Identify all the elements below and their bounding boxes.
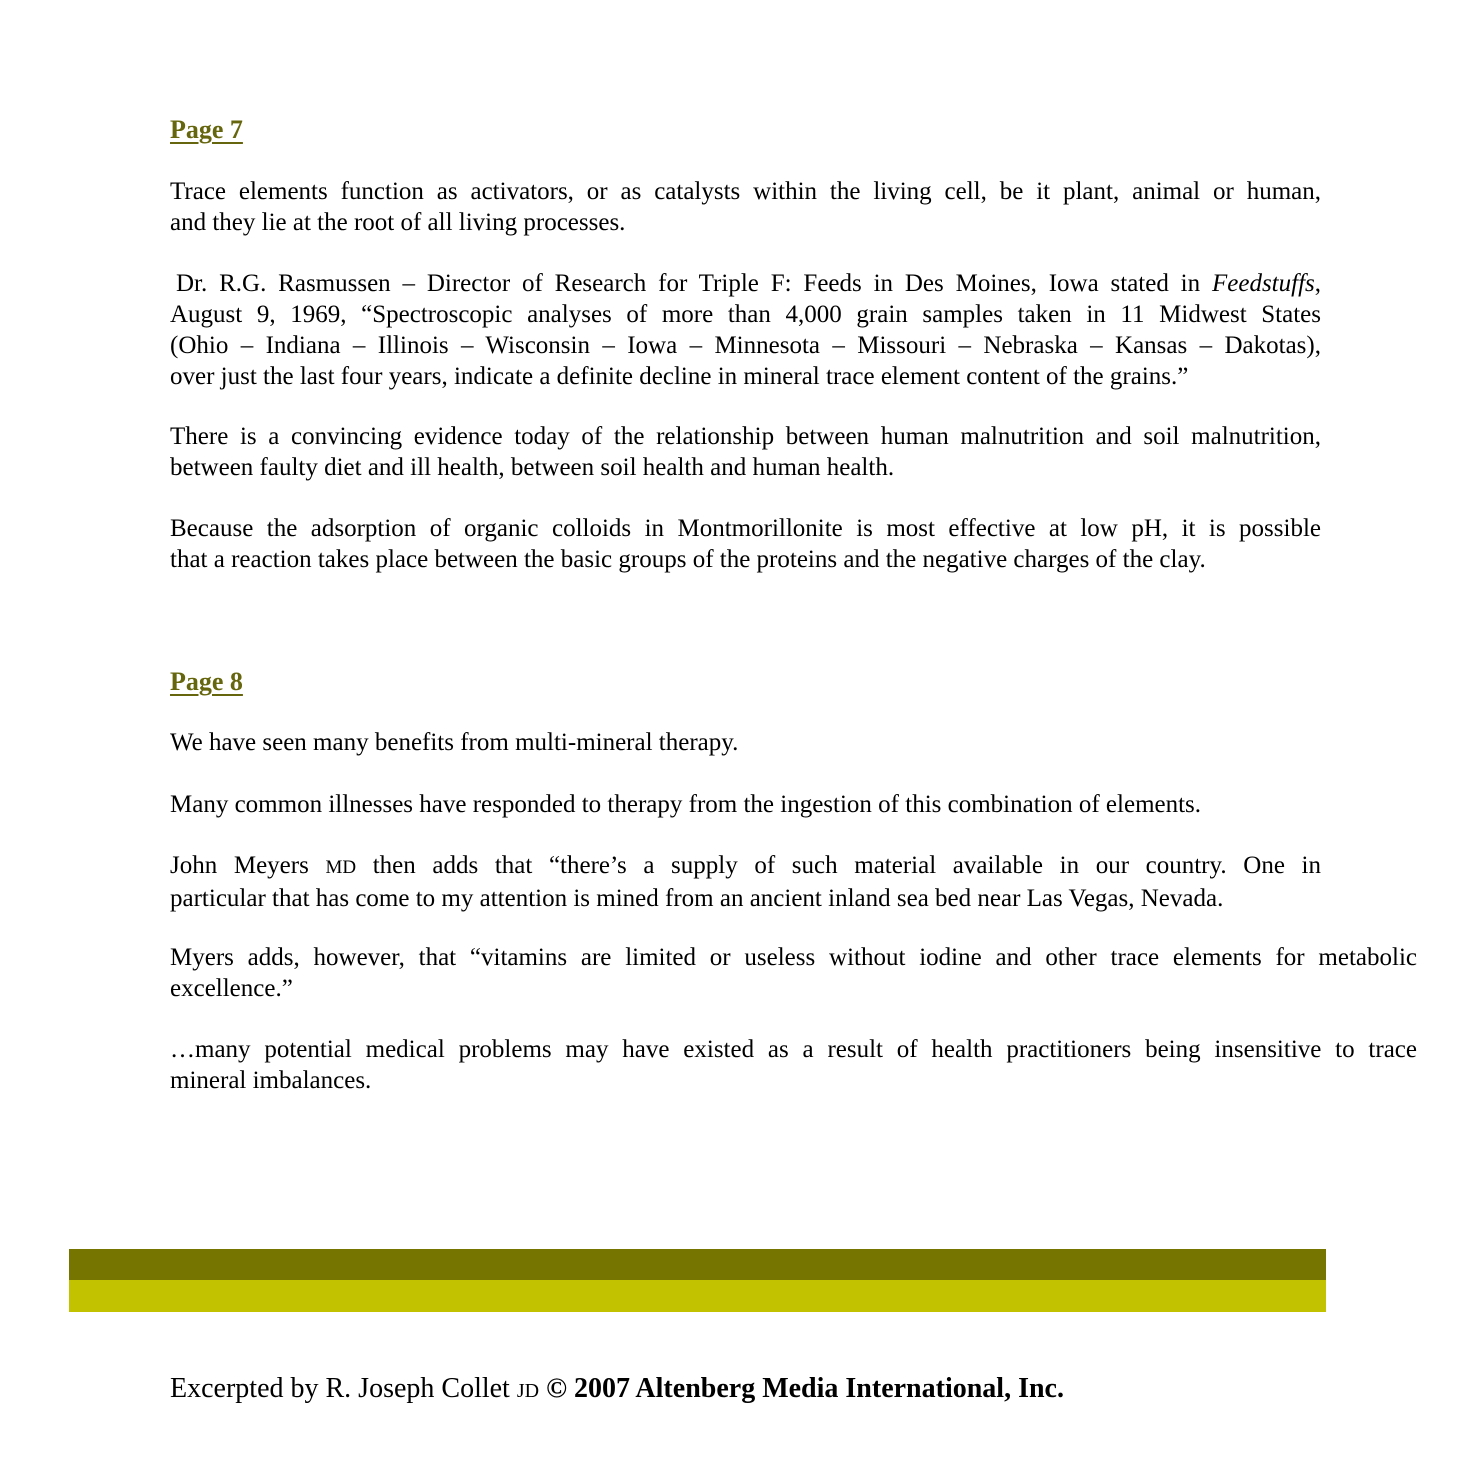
paragraph-line: over just the last four years, indicate a definite decline in mineral trace element content of the grains.” bbox=[170, 363, 1189, 390]
paragraph-illnesses bbox=[170, 789, 1321, 820]
paragraph-line: John Meyers MD then adds that “there’s a supply of such material available in our country. One in bbox=[170, 852, 1321, 879]
paragraph-line: (Ohio – Indiana – Illinois – Wisconsin – Iowa – Minnesota – Missouri – Nebraska – Kansas – Dakotas), bbox=[170, 332, 1321, 359]
paragraph-line: particular that has come to my attention is mined from an ancient inland sea bed near Las Vegas, Nevada. bbox=[170, 885, 1224, 912]
footer-band-dark bbox=[69, 1249, 1326, 1280]
paragraph-medical-problems bbox=[170, 1034, 1417, 1096]
section-heading-page-7: Page 7 bbox=[170, 115, 243, 144]
paragraph-line: Trace elements function as activators, or as catalysts within the living cell, be it plant, animal or human, bbox=[170, 178, 1321, 205]
paragraph-line: excellence.” bbox=[170, 975, 293, 1002]
footer-credit: Excerpted by R. Joseph Collet JD © 2007 Altenberg Media International, Inc. bbox=[170, 1373, 1064, 1404]
md-suffix: MD bbox=[325, 857, 357, 878]
paragraph-montmorillonite bbox=[170, 513, 1321, 575]
paragraph-malnutrition bbox=[170, 421, 1321, 483]
paragraph-vitamins bbox=[170, 942, 1417, 1004]
paragraph-line: …many potential medical problems may have existed as a result of health practitioners being insensitive to trace bbox=[170, 1036, 1417, 1063]
paragraph-line: mineral imbalances. bbox=[170, 1067, 372, 1094]
section-heading-page-8: Page 8 bbox=[170, 667, 243, 696]
paragraph-benefits bbox=[170, 727, 1321, 758]
paragraph-line: Myers adds, however, that “vitamins are limited or useless without iodine and other trace elements for metabolic bbox=[170, 944, 1417, 971]
paragraph-line: Because the adsorption of organic colloids in Montmorillonite is most effective at low pH, it is possible bbox=[170, 515, 1321, 542]
paragraph-trace-elements bbox=[170, 176, 1321, 238]
copyright-notice: © 2007 Altenberg Media International, Inc. bbox=[539, 1373, 1064, 1404]
paragraph-line: There is a convincing evidence today of the relationship between human malnutrition and soil malnutrition, bbox=[170, 423, 1321, 450]
paragraph-line: August 9, 1969, “Spectroscopic analyses of more than 4,000 grain samples taken in 11 Midwest States bbox=[170, 301, 1321, 328]
paragraph-line: Dr. R.G. Rasmussen – Director of Research for Triple F: Feeds in Des Moines, Iowa stated in Feedstuffs, bbox=[176, 270, 1321, 297]
paragraph-line: We have seen many benefits from multi-mineral therapy. bbox=[170, 729, 739, 756]
jd-suffix: JD bbox=[516, 1380, 540, 1402]
paragraph-line: and they lie at the root of all living processes. bbox=[170, 209, 626, 236]
paragraph-meyers bbox=[170, 850, 1321, 914]
paragraph-line: between faulty diet and ill health, between soil health and human health. bbox=[170, 454, 895, 481]
paragraph-rasmussen-quote bbox=[170, 268, 1321, 392]
publication-title: Feedstuffs bbox=[1211, 270, 1315, 297]
paragraph-line: Many common illnesses have responded to therapy from the ingestion of this combination of elements. bbox=[170, 791, 1202, 818]
footer-band-light bbox=[69, 1280, 1326, 1312]
paragraph-line: that a reaction takes place between the basic groups of the proteins and the negative charges of the clay. bbox=[170, 546, 1206, 573]
